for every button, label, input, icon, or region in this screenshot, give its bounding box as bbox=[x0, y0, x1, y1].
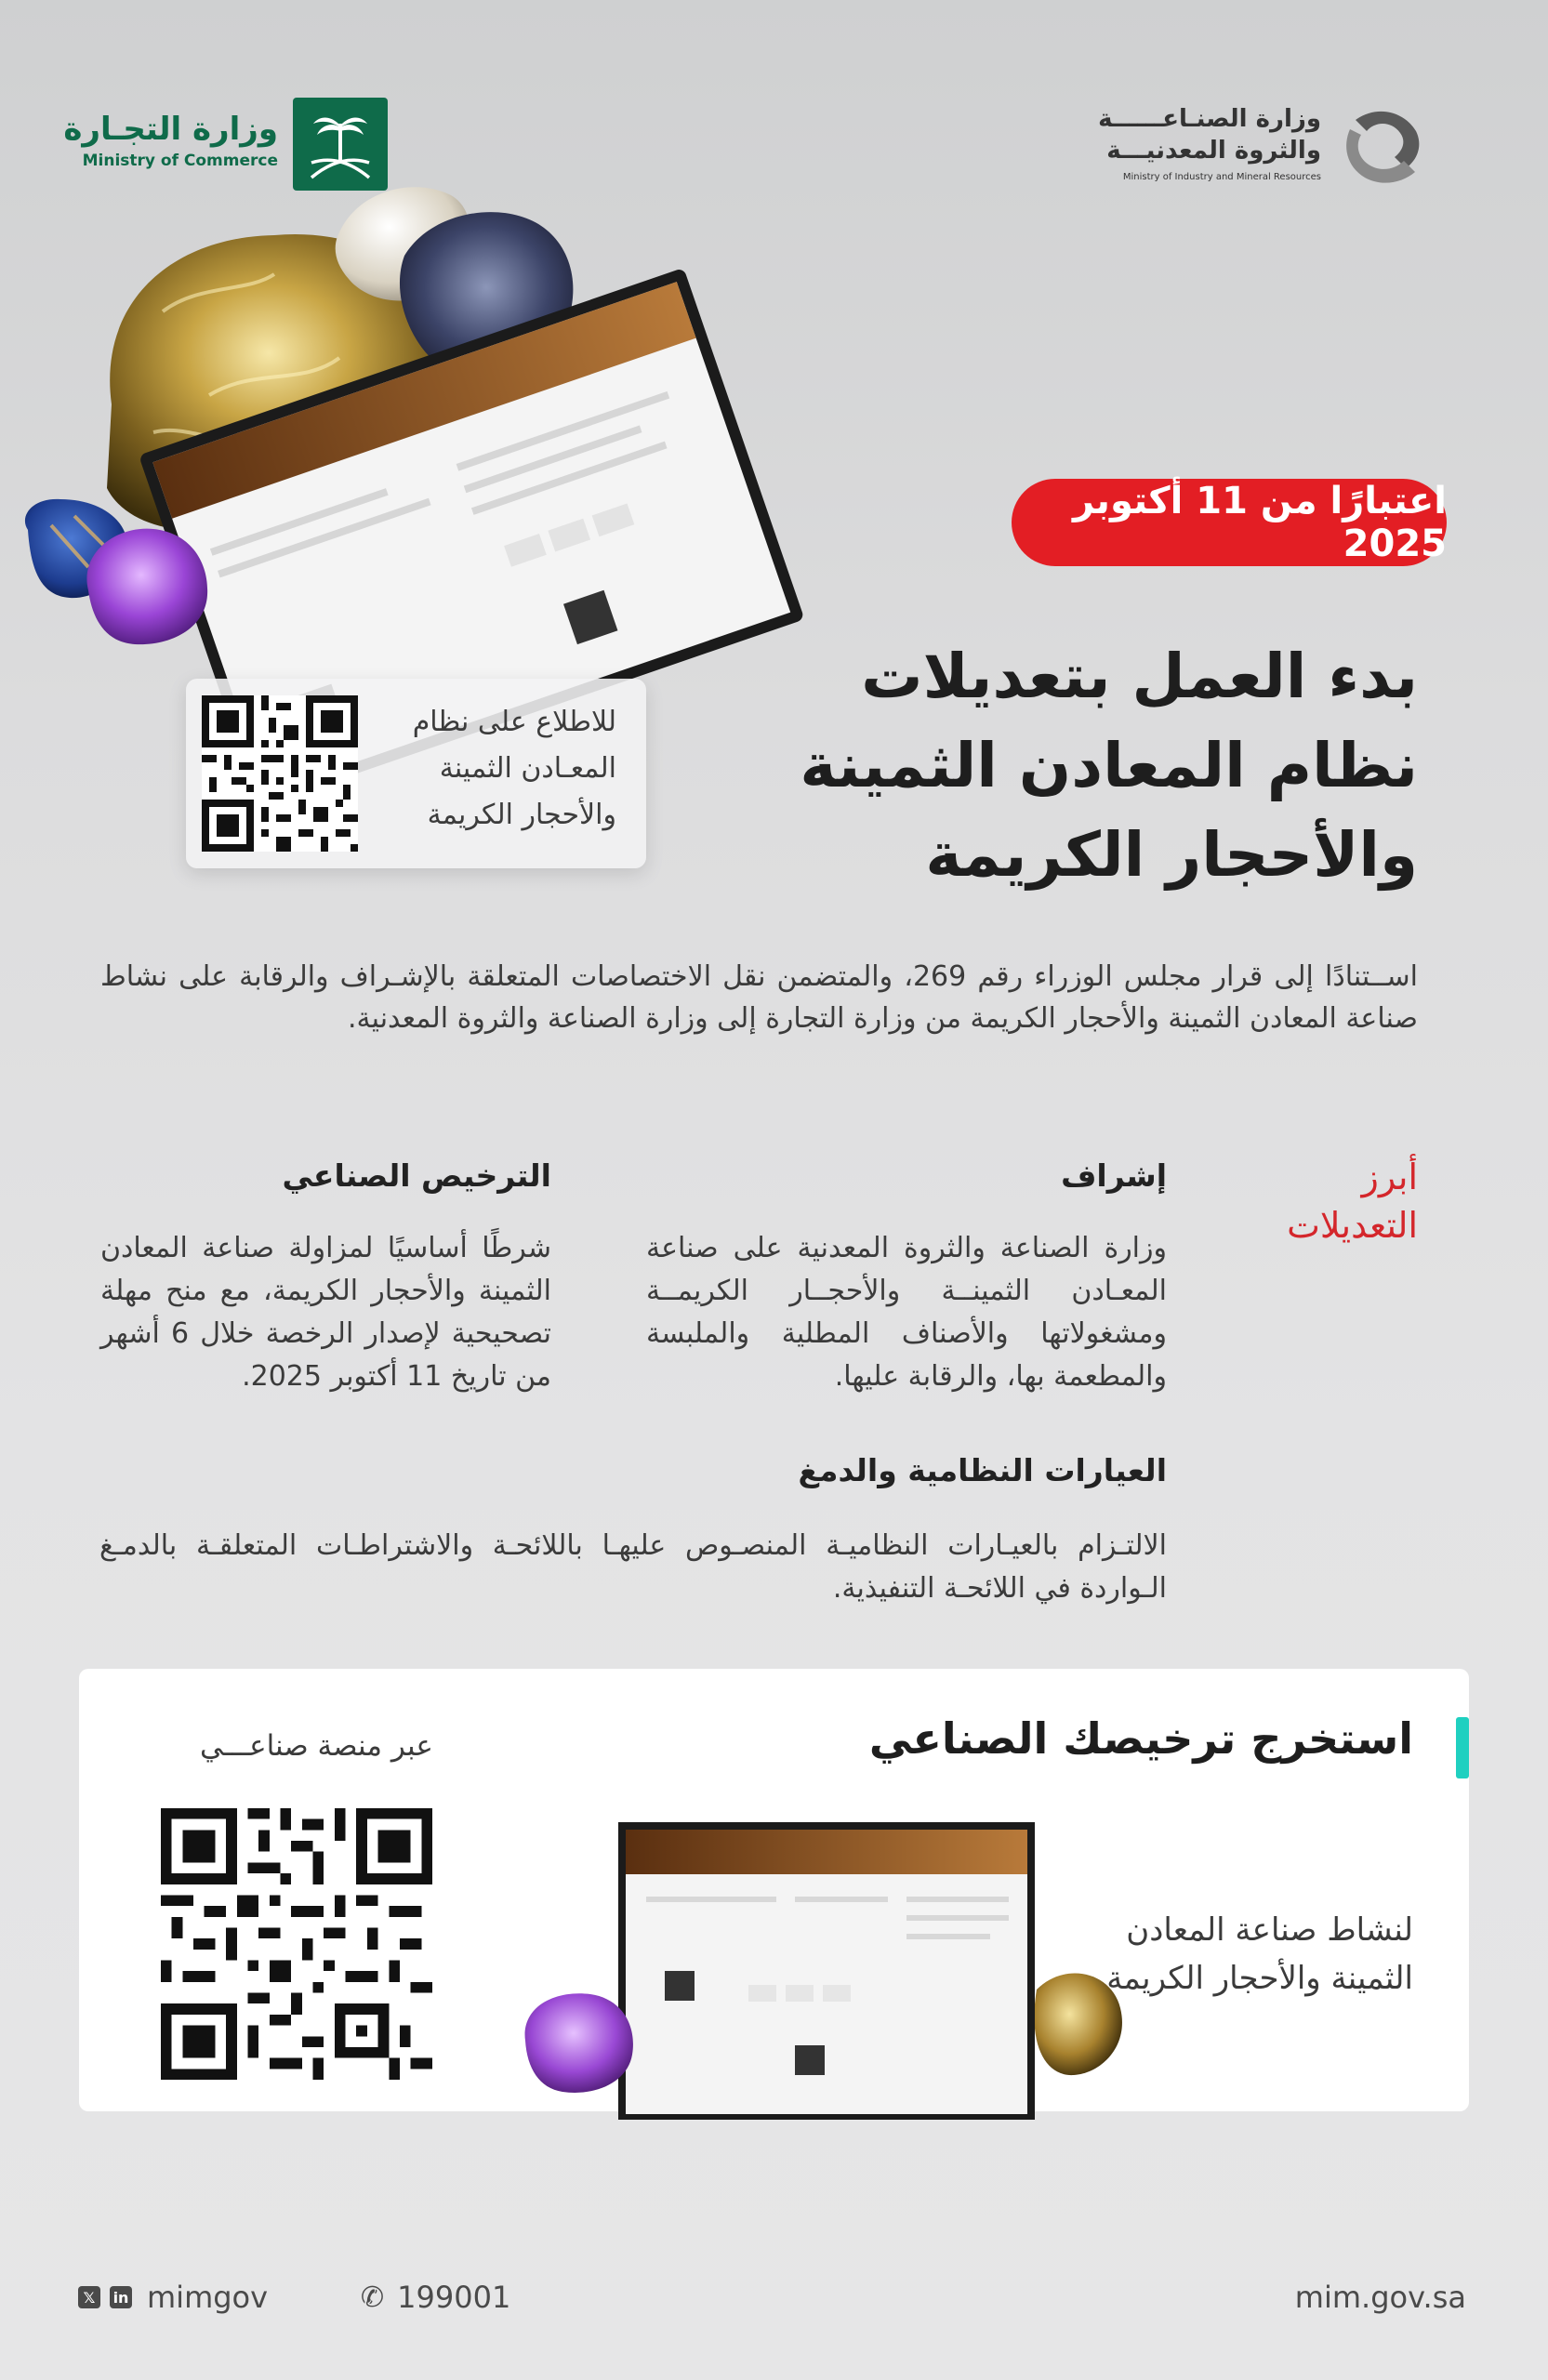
social-handle[interactable]: mimgov bbox=[147, 2280, 269, 2315]
supervision-body: وزارة الصناعة والثروة المعدنية على صناعة المعـادن الثمينــة والأحجــار الكريمــة ومشغولاتها والأصناف المطلية والملبسة والمطعمة بها، والرقابة عليها. bbox=[646, 1232, 1167, 1393]
industry-name-ar-line1: وزارة الصنـاعــــــة bbox=[1098, 105, 1321, 133]
industry-name-en: Ministry of Industry and Mineral Resources bbox=[1122, 172, 1321, 182]
regulation-qr-code[interactable] bbox=[202, 695, 358, 852]
industrial-license-heading: الترخيص الصناعي bbox=[282, 1157, 551, 1194]
social-links bbox=[78, 2278, 268, 2317]
page-title: بدء العمل بتعديلات نظام المعادن الثمينة والأحجار الكريمة bbox=[800, 641, 1418, 891]
regulation-qr-caption: للاطلاع على نظام المعـادن الثمينة والأحجار الكريمة bbox=[412, 706, 616, 831]
license-card bbox=[79, 1669, 1469, 2111]
supervision-heading: إشراف bbox=[1061, 1157, 1167, 1194]
mim-mark-icon bbox=[1337, 101, 1425, 187]
phone-icon: ✆ bbox=[361, 2281, 385, 2314]
license-card-subtitle: لنشاط صناعة المعادن الثمينة والأحجار الكريمة bbox=[1106, 1911, 1413, 1997]
standards-hallmarking-body: الالتـزام بالعيـارات النظاميـة المنصـوص عليهـا باللائحـة والاشتراطـات المتعلقـة بالدمـغ الـواردة في اللائحـة التنفيذية. bbox=[99, 1529, 1167, 1605]
effective-date-badge: اعتبارًا من 11 أكتوبر 2025 bbox=[1012, 479, 1447, 566]
platform-tablet-illustration bbox=[516, 1822, 1185, 2120]
commerce-name-ar: وزارة التجـارة bbox=[63, 111, 278, 148]
phone-contact bbox=[361, 2278, 510, 2317]
linkedin-icon[interactable]: in bbox=[110, 2286, 132, 2308]
industrial-license-body: شرطًا أساسيًا لمزاولة صناعة المعادن الثمينة والأحجار الكريمة، مع منح مهلة تصحيحية لإصدار الرخصة خلال 6 أشهر من تاريخ 11 أكتوبر 2025. bbox=[100, 1232, 552, 1393]
regulation-qr-card[interactable] bbox=[186, 679, 646, 868]
phone-number[interactable]: 199001 bbox=[397, 2280, 511, 2315]
license-card-title: استخرج ترخيصك الصناعي bbox=[868, 1713, 1413, 1764]
x-icon[interactable]: 𝕏 bbox=[78, 2286, 100, 2308]
standards-hallmarking-heading: العيارات النظامية والدمغ bbox=[798, 1452, 1167, 1488]
commerce-name-en: Ministry of Commerce bbox=[82, 152, 278, 170]
intro-paragraph: اســتنادًا إلى قرار مجلس الوزراء رقم 269، والمتضمن نقل الاختصاصات المتعلقة بالإشـراف والرقابة على نشاط صناعة المعادن الثمينة والأحجار الكريمة من وزارة التجارة إلى وزارة الصناعة والثروة المعدنية. bbox=[100, 960, 1418, 1035]
platform-qr-code[interactable] bbox=[161, 1808, 432, 2080]
website-link[interactable]: mim.gov.sa bbox=[1294, 2280, 1466, 2315]
amendments-section-label: أبرز التعديلات bbox=[1287, 1157, 1418, 1246]
industry-name-ar-line2: والثروة المعدنيـــة bbox=[1106, 137, 1321, 165]
ministry-of-industry-logo bbox=[1098, 98, 1425, 191]
card-accent-bar bbox=[1456, 1717, 1469, 1778]
platform-caption: عبر منصة صناعـــي bbox=[200, 1729, 433, 1763]
